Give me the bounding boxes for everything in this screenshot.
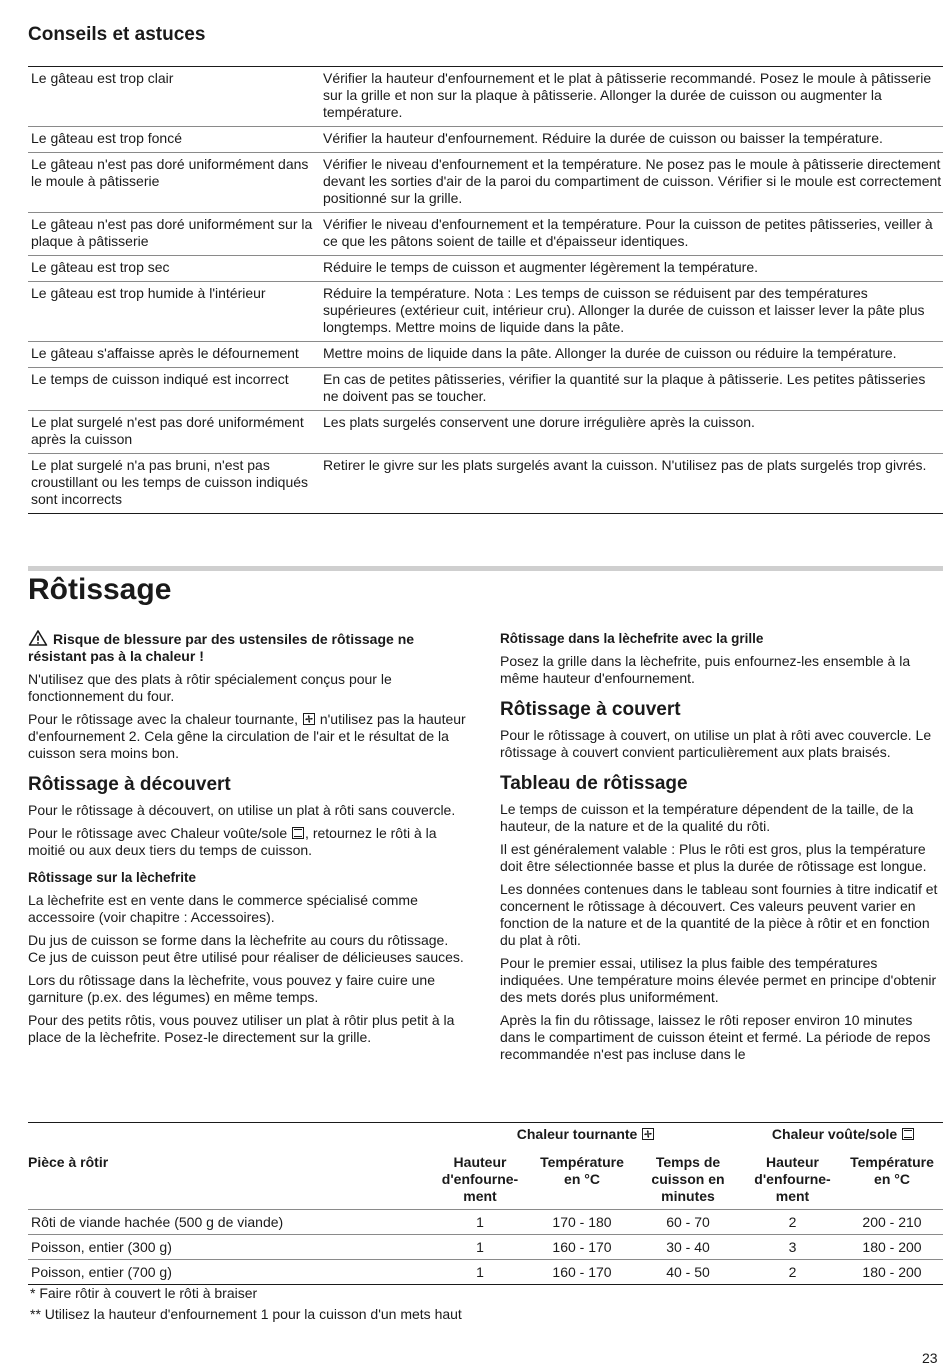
tip-remedy: Mettre moins de liquide dans la pâte. Allonger la durée de cuisson ou réduire la température. [321, 342, 943, 368]
cell-temps: 30 - 40 [632, 1235, 744, 1260]
cell-temps: 60 - 70 [632, 1210, 744, 1235]
cell-temperature-2: 200 - 210 [841, 1210, 943, 1235]
cell-piece: Poisson, entier (700 g) [28, 1260, 428, 1285]
left-column [28, 630, 468, 1052]
table-column-header [28, 1146, 943, 1210]
tip-remedy: Les plats surgelés conservent une dorure irrégulière après la cuisson. [321, 411, 943, 454]
footnotes [30, 1285, 930, 1327]
col-header-piece: Pièce à rôtir [28, 1146, 428, 1210]
col-header-temperature-2: Température en °C [841, 1146, 943, 1210]
tip-problem: Le gâteau est trop foncé [28, 127, 321, 153]
footnote-2: ** Utilisez la hauteur d'enfournement 1 pour la cuisson d'un mets haut [30, 1306, 462, 1322]
tip-problem: Le gâteau n'est pas doré uniformément dans le moule à pâtisserie [28, 153, 321, 213]
top-bottom-heat-icon [292, 827, 304, 839]
decouvert-p2-start: Pour le rôtissage avec Chaleur voûte/sole [28, 825, 288, 841]
cell-temps: 40 - 50 [632, 1260, 744, 1285]
tableau-p4: Pour le premier essai, utilisez la plus faible des températures indiquées. Une température moins élevée permet en principe d'obtenir des mets dorés plus uniformément. [500, 955, 937, 1005]
footnote-1: * Faire rôtir à couvert le rôti à braiser [30, 1285, 258, 1301]
table-row [28, 153, 943, 213]
tip-problem: Le gâteau est trop sec [28, 256, 321, 282]
col-header-hauteur: Hauteur d'enfourne-ment [428, 1146, 532, 1210]
table-row [28, 213, 943, 256]
cell-temperature: 160 - 170 [532, 1260, 632, 1285]
tableau-heading: Tableau de rôtissage [500, 773, 688, 794]
cell-hauteur: 1 [428, 1260, 532, 1285]
tableau-p5: Après la fin du rôtissage, laissez le rôti reposer environ 10 minutes dans le compartiment de cuisson éteint et fermé. La période de repos recommandée n'est pas incluse dans le [500, 1012, 931, 1062]
tip-problem: Le plat surgelé n'est pas doré uniformément après la cuisson [28, 411, 321, 454]
table-row [28, 1260, 943, 1285]
cell-temperature-2: 180 - 200 [841, 1260, 943, 1285]
tableau-p1: Le temps de cuisson et la température dépendent de la taille, de la hauteur, de la nature et de la qualité du rôti. [500, 801, 914, 834]
decouvert-p2-end: , retournez le rôti à la moitié ou aux deux tiers du temps de cuisson. [28, 825, 437, 858]
decouvert-p1: Pour le rôtissage à découvert, on utilise un plat à rôti sans couvercle. [28, 802, 456, 818]
table-row [28, 127, 943, 153]
cell-hauteur-2: 2 [744, 1210, 841, 1235]
tip-problem: Le gâteau est trop clair [28, 67, 321, 127]
lechefrite-p1: La lèchefrite est en vente dans le commerce spécialisé comme accessoire (voir chapitre : Accessoires). [28, 892, 418, 925]
table-row [28, 67, 943, 127]
tip-remedy: Réduire le temps de cuisson et augmenter légèrement la température. [321, 256, 943, 282]
tip-remedy: Retirer le givre sur les plats surgelés avant la cuisson. N'utilisez pas de plats surgelés trop givrés. [321, 454, 943, 514]
warning-heading [28, 630, 468, 665]
intro-text-start: Pour le rôtissage avec la chaleur tournante, [28, 711, 299, 727]
tip-problem: Le gâteau s'affaisse après le défournement [28, 342, 321, 368]
section-title: Rôtissage [28, 573, 172, 606]
warning-triangle-icon [28, 630, 48, 646]
group-header-tournante [428, 1123, 744, 1147]
tip-problem: Le temps de cuisson indiqué est incorrect [28, 368, 321, 411]
tip-remedy: Réduire la température. Nota : Les temps de cuisson se réduisent par des températures supérieures (extérieur cuit, intérieur cru). Allonger la durée de cuisson et laisser lever la pâte plus longtemps. Mettre moins de liquide dans la pâte. [321, 282, 943, 342]
table-row [28, 256, 943, 282]
group-voute-label: Chaleur voûte/sole [771, 1126, 898, 1142]
tips-title: Conseils et astuces [28, 24, 206, 45]
intro-paragraph [28, 711, 468, 762]
tip-remedy: Vérifier la hauteur d'enfournement. Réduire la durée de cuisson ou baisser la température. [321, 127, 943, 153]
cell-hauteur: 1 [428, 1235, 532, 1260]
lechefrite-heading: Rôtissage sur la lèchefrite [28, 870, 197, 885]
table-group-header [28, 1123, 943, 1147]
intro-text-end: n'utilisez pas la hauteur d'enfournement 2. Cela gêne la circulation de l'air et le résultat de la cuisson sera moins bon. [28, 711, 466, 761]
decouvert-heading: Rôtissage à découvert [28, 774, 231, 795]
table-row [28, 282, 943, 342]
lechefrite-p4: Pour des petits rôtis, vous pouvez utiliser un plat à rôtir plus petit à la place de la lèchefrite. Posez-le directement sur la grille. [28, 1012, 455, 1045]
lechefrite-grille-heading: Rôtissage dans la lèchefrite avec la grille [500, 631, 764, 646]
tableau-p2: Il est généralement valable : Plus le rôti est gros, plus la température doit être sélectionnée basse et plus la durée de rôtissage est longue. [500, 841, 927, 874]
section-divider [28, 566, 943, 571]
tip-remedy: Vérifier la hauteur d'enfournement et le plat à pâtisserie recommandé. Posez le moule à pâtisserie sur la grille et non sur la plaque à pâtisserie. Allonger la durée de cuisson ou augmenter la température. [321, 67, 943, 127]
table-row [28, 411, 943, 454]
fan-heat-icon [303, 713, 315, 725]
tip-remedy: Vérifier le niveau d'enfournement et la température. Ne posez pas le moule à pâtisserie directement devant les sorties d'air de la paroi du compartiment de cuisson. Vérifier si le moule est correctement positionné sur la grille. [321, 153, 943, 213]
cell-hauteur-2: 2 [744, 1260, 841, 1285]
table-row [28, 342, 943, 368]
roasting-table [28, 1122, 943, 1285]
table-row [28, 454, 943, 514]
warning-title: Risque de blessure par des ustensiles de rôtissage ne résistant pas à la chaleur ! [28, 631, 415, 664]
cell-hauteur: 1 [428, 1210, 532, 1235]
lechefrite-p2: Du jus de cuisson se forme dans la lèchefrite au cours du rôtissage. Ce jus de cuisson peut être utilisé pour réaliser de délicieuses sauces. [28, 932, 464, 965]
page-number: 23 [922, 1350, 938, 1366]
col-header-hauteur-2: Hauteur d'enfourne-ment [744, 1146, 841, 1210]
warning-text: N'utilisez que des plats à rôtir spécialement conçus pour le fonctionnement du four. [28, 671, 392, 704]
cell-temperature: 170 - 180 [532, 1210, 632, 1235]
tips-table [28, 66, 943, 514]
col-header-temperature: Température en °C [532, 1146, 632, 1210]
fan-heat-icon [642, 1128, 654, 1140]
cell-hauteur-2: 3 [744, 1235, 841, 1260]
table-row [28, 1235, 943, 1260]
right-column [500, 630, 942, 1069]
cell-piece: Poisson, entier (300 g) [28, 1235, 428, 1260]
tableau-p3: Les données contenues dans le tableau sont fournies à titre indicatif et concernent le rôtissage à découvert. Ces valeurs peuvent varier en fonction de la nature et de la quantité de la pièce à rôtir et en fonction du plat à rôti. [500, 881, 938, 948]
cell-piece: Rôti de viande hachée (500 g de viande) [28, 1210, 428, 1235]
tip-problem: Le plat surgelé n'a pas bruni, n'est pas croustillant ou les temps de cuisson indiqués sont incorrects [28, 454, 321, 514]
decouvert-p2 [28, 825, 468, 859]
tip-problem: Le gâteau est trop humide à l'intérieur [28, 282, 321, 342]
table-row [28, 1210, 943, 1235]
empty-header-cell [28, 1123, 428, 1147]
lechefrite-grille-p1: Posez la grille dans la lèchefrite, puis enfournez-les ensemble à la même hauteur d'enfournement. [500, 653, 911, 686]
top-bottom-heat-icon [902, 1128, 914, 1140]
couvert-p1: Pour le rôtissage à couvert, on utilise un plat à rôti avec couvercle. Le rôtissage à couvert convient particulièrement aux plats braisés. [500, 727, 932, 760]
cell-temperature-2: 180 - 200 [841, 1235, 943, 1260]
tip-remedy: Vérifier le niveau d'enfournement et la température. Pour la cuisson de petites pâtisseries, veiller à ce que les pâtons soient de taille et d'épaisseur identiques. [321, 213, 943, 256]
col-header-temps: Temps de cuisson en minutes [632, 1146, 744, 1210]
lechefrite-p3: Lors du rôtissage dans la lèchefrite, vous pouvez y faire cuire une garniture (p.ex. des légumes) en même temps. [28, 972, 436, 1005]
couvert-heading: Rôtissage à couvert [500, 699, 681, 720]
tip-problem: Le gâteau n'est pas doré uniformément sur la plaque à pâtisserie [28, 213, 321, 256]
table-row [28, 368, 943, 411]
tip-remedy: En cas de petites pâtisseries, vérifier la quantité sur la plaque à pâtisserie. Les petites pâtisseries ne doivent pas se toucher. [321, 368, 943, 411]
group-tournante-label: Chaleur tournante [516, 1126, 638, 1142]
cell-temperature: 160 - 170 [532, 1235, 632, 1260]
group-header-voute [744, 1123, 943, 1147]
